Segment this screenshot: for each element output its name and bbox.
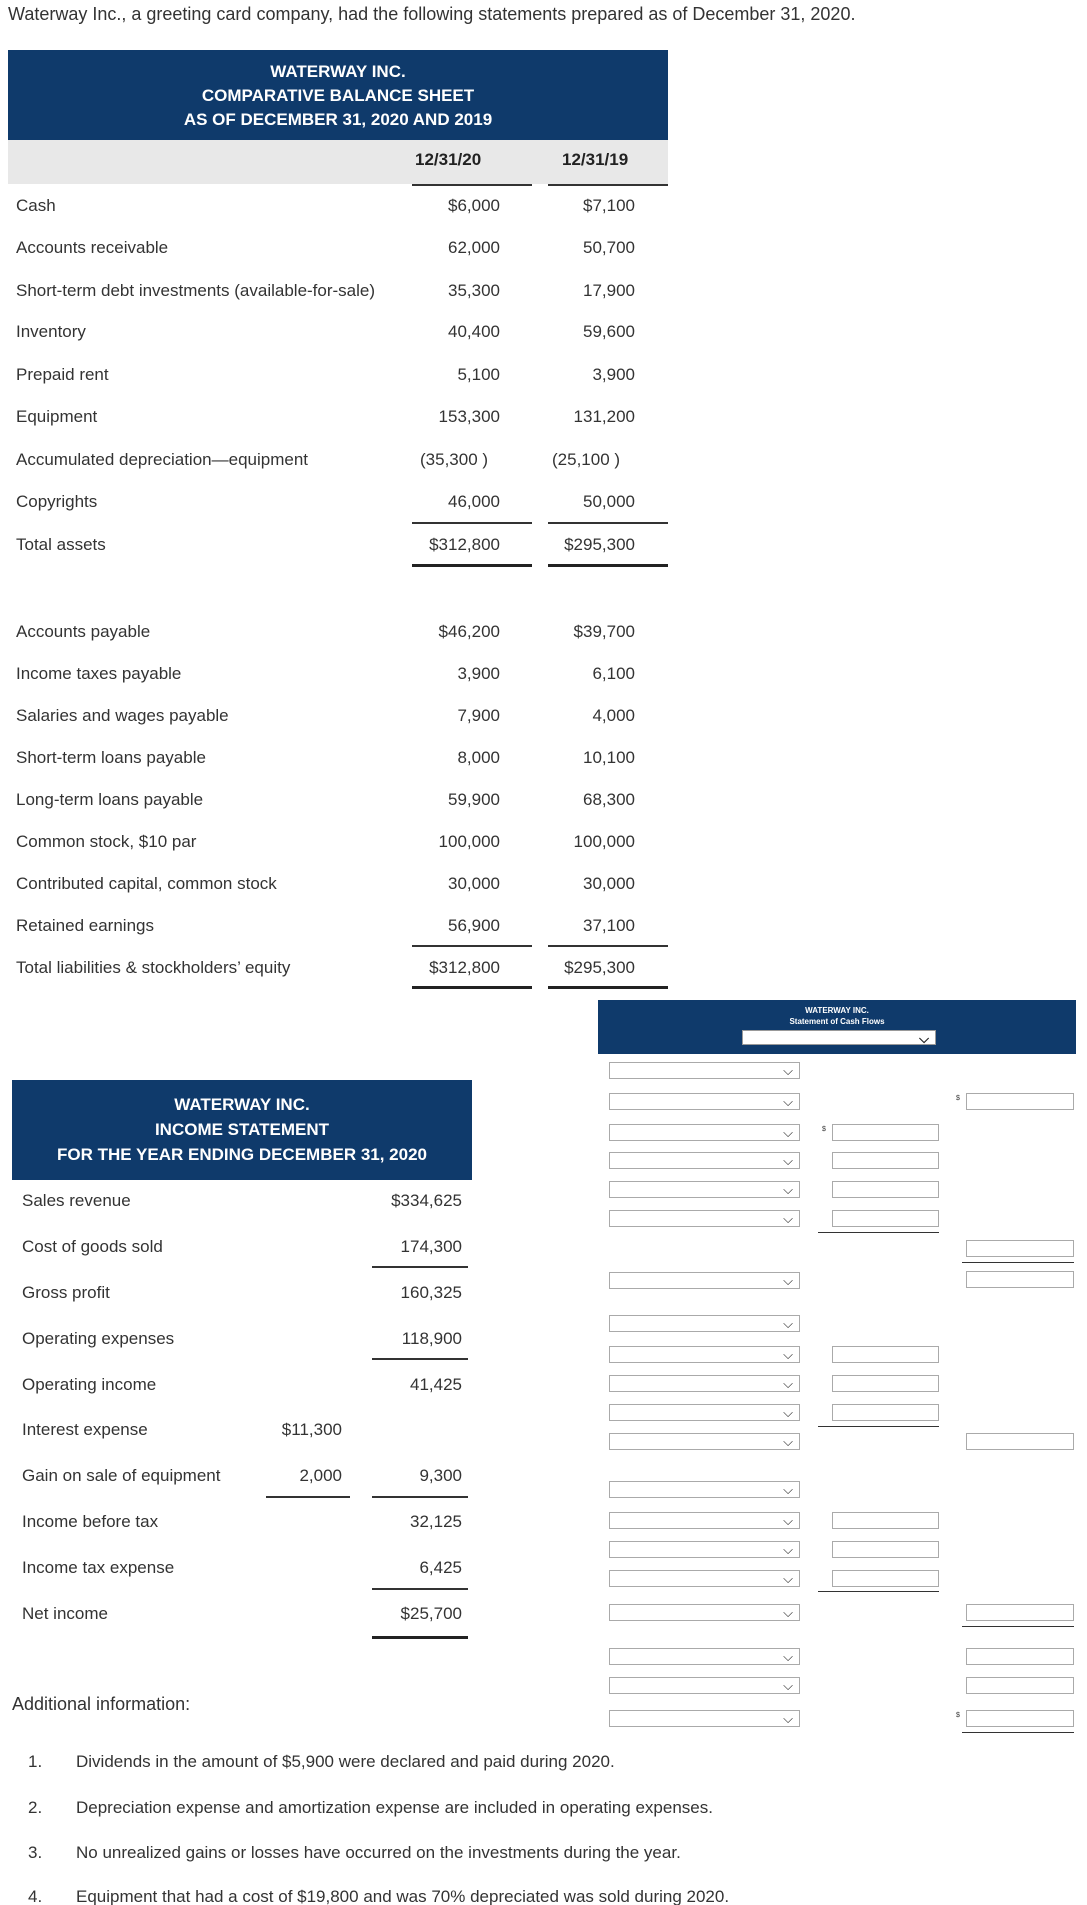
equity-value-2019: 30,000 [583,874,635,893]
asset-row-label: Copyrights [16,492,98,511]
currency-symbol: $ [956,1095,960,1102]
chevron-down-icon: ⌵ [783,1711,793,1726]
total-line [962,1732,1074,1733]
cash-flow-item-select[interactable] [609,1210,800,1227]
chevron-down-icon: ⌵ [783,1434,793,1449]
income-inner-value: 2,000 [299,1466,342,1485]
cash-flow-item-select[interactable] [609,1124,800,1141]
total-assets-2020: $312,800 [429,535,500,554]
liability-value-2019: 4,000 [592,706,635,725]
cash-flow-item-select[interactable] [609,1604,800,1621]
cash-flow-item-select[interactable] [609,1710,800,1727]
list-item-number: 1. [28,1752,43,1771]
liability-value-2019: $39,700 [573,622,635,641]
liability-value-2020: 59,900 [448,790,500,809]
balance-sheet-date: AS OF DECEMBER 31, 2020 AND 2019 [183,110,493,129]
income-value: 9,300 [419,1466,462,1485]
chevron-down-icon: ⌵ [783,1125,793,1140]
amount-input[interactable] [832,1375,939,1392]
amount-input[interactable] [832,1181,939,1198]
cash-flow-item-select[interactable] [609,1181,800,1198]
subtotal-line-2019 [548,522,668,524]
income-row-label: Interest expense [22,1420,148,1439]
asset-value-2019: $7,100 [583,196,635,215]
equity-row-label: Common stock, $10 par [16,832,197,851]
liability-value-2019: 6,100 [592,664,635,683]
list-item-text: Depreciation expense and amortization expense are included in operating expenses. [76,1798,713,1817]
income-row-label: Gross profit [22,1283,110,1302]
asset-value-2019: 50,700 [583,238,635,257]
liability-row-label: Short-term loans payable [16,748,206,767]
income-statement-header [12,1080,472,1180]
income-row-label: Operating expenses [22,1329,175,1348]
asset-value-2020: (35,300 ) [420,450,489,469]
amount-input[interactable] [966,1648,1074,1665]
subtotal-line-2020 [412,522,532,524]
cash-flow-item-select[interactable] [609,1152,800,1169]
liability-value-2020: $46,200 [438,622,500,641]
cash-flow-item-select[interactable] [609,1404,800,1421]
net-income-label: Net income [22,1604,108,1623]
net-income-double-line [372,1636,468,1639]
column-underline-2019 [548,184,668,186]
list-item-text: Dividends in the amount of $5,900 were declared and paid during 2020. [76,1752,615,1771]
cash-flow-item-select[interactable] [609,1648,800,1665]
chevron-down-icon: ⌵ [783,1605,793,1620]
income-value: $334,625 [391,1191,462,1210]
asset-row-label: Inventory [16,322,86,341]
list-item-number: 3. [28,1843,43,1862]
total-double-line-2020 [412,986,532,989]
amount-input[interactable] [832,1570,939,1587]
chevron-down-icon: ⌵ [783,1347,793,1362]
amount-input[interactable] [832,1346,939,1363]
income-value: 118,900 [401,1329,462,1348]
income-row-label: Cost of goods sold [22,1237,163,1256]
subtotal-line [372,1588,468,1590]
liability-row-label: Long-term loans payable [16,790,204,809]
column-header-2020: 12/31/20 [415,150,482,169]
list-item-number: 2. [28,1798,43,1817]
asset-value-2020: 153,300 [438,407,500,426]
amount-input[interactable] [832,1152,939,1169]
income-row-label: Sales revenue [22,1191,131,1210]
subtotal-line [372,1266,468,1268]
equity-value-2019: 37,100 [583,916,635,935]
asset-row-label: Short-term debt investments (available-for-sale) [16,281,376,300]
cash-flow-title: WATERWAY INC. [805,1006,869,1015]
equity-value-2020: 56,900 [448,916,500,935]
amount-input[interactable] [966,1677,1074,1694]
income-value: 32,125 [410,1512,462,1531]
asset-value-2019: 59,600 [583,322,635,341]
additional-info-heading: Additional information: [12,1694,191,1714]
cash-flow-item-select[interactable] [609,1481,800,1498]
subtotal-line [266,1496,350,1498]
amount-input[interactable] [966,1093,1074,1110]
amount-input[interactable] [832,1541,939,1558]
income-value: 6,425 [419,1558,462,1577]
equity-row-label: Contributed capital, common stock [16,874,277,893]
asset-value-2019: 131,200 [573,407,635,426]
cash-flow-subtitle: Statement of Cash Flows [789,1017,885,1026]
cash-flow-item-select[interactable] [609,1433,800,1450]
liability-value-2019: 68,300 [583,790,635,809]
chevron-down-icon: ⌵ [783,1153,793,1168]
balance-sheet-title: WATERWAY INC. [270,62,406,81]
asset-value-2019: 3,900 [592,365,635,384]
asset-value-2020: 40,400 [448,322,500,341]
amount-input[interactable] [832,1512,939,1529]
cash-flow-item-select[interactable] [609,1272,800,1289]
currency-symbol: $ [822,1126,826,1133]
income-inner-value: $11,300 [281,1420,342,1439]
chevron-down-icon: ⌵ [783,1273,793,1288]
income-row-label: Gain on sale of equipment [22,1466,221,1485]
asset-row-label: Equipment [16,407,98,426]
liability-value-2020: 8,000 [457,748,500,767]
liability-value-2020: 3,900 [457,664,500,683]
liability-row-label: Income taxes payable [16,664,182,683]
amount-input[interactable] [966,1710,1074,1727]
balance-sheet-header [8,50,668,140]
amount-input[interactable] [966,1604,1074,1621]
asset-value-2019: 17,900 [583,281,635,300]
chevron-down-icon: ⌵ [919,1031,929,1046]
equity-value-2020: 30,000 [448,874,500,893]
asset-row-label: Accounts receivable [16,238,169,257]
subtotal-line [372,1496,468,1498]
total-liabilities-equity-label: Total liabilities & stockholders’ equity [16,958,291,977]
equity-value-2020: 100,000 [438,832,500,851]
chevron-down-icon: ⌵ [783,1678,793,1693]
subtotal-line-2019 [548,945,668,947]
income-row-label: Income tax expense [22,1558,175,1577]
income-value: 160,325 [400,1283,462,1302]
liability-value-2020: 7,900 [457,706,500,725]
cash-flow-item-select[interactable] [609,1315,800,1332]
cash-flow-item-select[interactable] [609,1570,800,1587]
asset-row-label: Cash [16,196,56,215]
asset-row-label: Prepaid rent [16,365,109,384]
subtotal-line-2020 [412,945,532,947]
amount-input[interactable] [832,1404,939,1421]
asset-value-2020: 35,300 [448,281,500,300]
cash-flow-item-select[interactable] [609,1093,800,1110]
amount-input[interactable] [966,1240,1074,1257]
column-header-2019: 12/31/19 [562,150,629,169]
chevron-down-icon: ⌵ [783,1376,793,1391]
cash-flow-item-select[interactable] [609,1062,800,1079]
income-value: 174,300 [400,1237,462,1256]
cash-flow-item-select[interactable] [609,1541,800,1558]
subtotal-line [818,1426,939,1427]
list-item-text: No unrealized gains or losses have occurred on the investments during the year. [76,1843,681,1862]
amount-input[interactable] [832,1210,939,1227]
asset-value-2020: 46,000 [448,492,500,511]
total-liabilities-equity-2019: $295,300 [564,958,635,977]
total-double-line-2019 [548,564,668,567]
subtotal-line [372,1358,468,1360]
asset-value-2020: 5,100 [457,365,500,384]
income-statement-subtitle: INCOME STATEMENT [154,1120,330,1139]
total-double-line-2020 [412,564,532,567]
chevron-down-icon: ⌵ [783,1182,793,1197]
subtotal-line [962,1626,1074,1627]
cash-flow-item-select[interactable] [609,1346,800,1363]
total-double-line-2019 [548,986,668,989]
asset-value-2019: 50,000 [583,492,635,511]
chevron-down-icon: ⌵ [783,1482,793,1497]
chevron-down-icon: ⌵ [783,1513,793,1528]
chevron-down-icon: ⌵ [783,1211,793,1226]
income-row-label: Operating income [22,1375,157,1394]
total-assets-label: Total assets [16,535,106,554]
asset-value-2020: $6,000 [448,196,500,215]
amount-input[interactable] [832,1124,939,1141]
statement-heading-select[interactable] [742,1030,936,1045]
chevron-down-icon: ⌵ [783,1316,793,1331]
liability-value-2019: 10,100 [583,748,635,767]
chevron-down-icon: ⌵ [783,1649,793,1664]
amount-input[interactable] [966,1433,1074,1450]
cash-flow-item-select[interactable] [609,1677,800,1694]
subtotal-line [818,1591,939,1592]
cash-flow-item-select[interactable] [609,1512,800,1529]
chevron-down-icon: ⌵ [783,1542,793,1557]
list-item-number: 4. [28,1887,43,1905]
net-income-value: $25,700 [400,1604,462,1623]
asset-value-2019: (25,100 ) [552,450,621,469]
cash-flow-header [598,1000,1076,1054]
asset-value-2020: 62,000 [448,238,500,257]
income-statement-title: WATERWAY INC. [174,1095,310,1114]
subtotal-line [818,1232,939,1233]
chevron-down-icon: ⌵ [783,1405,793,1420]
liability-row-label: Salaries and wages payable [16,706,229,725]
intro-text: Waterway Inc., a greeting card company, had the following statements prepared as of December 31, 2020. [8,4,856,24]
income-statement-period: FOR THE YEAR ENDING DECEMBER 31, 2020 [57,1145,427,1164]
subtotal-line [962,1262,1074,1263]
list-item-text: Equipment that had a cost of $19,800 and was 70% depreciated was sold during 2020. [76,1887,730,1905]
equity-value-2019: 100,000 [573,832,635,851]
balance-sheet-subtitle: COMPARATIVE BALANCE SHEET [201,86,475,105]
currency-symbol: $ [956,1712,960,1719]
income-row-label: Income before tax [22,1512,159,1531]
cash-flow-item-select[interactable] [609,1375,800,1392]
asset-row-label: Accumulated depreciation—equipment [16,450,309,469]
column-underline-2020 [412,184,532,186]
amount-input[interactable] [966,1271,1074,1288]
equity-row-label: Retained earnings [16,916,154,935]
chevron-down-icon: ⌵ [783,1063,793,1078]
chevron-down-icon: ⌵ [783,1094,793,1109]
chevron-down-icon: ⌵ [783,1571,793,1586]
total-liabilities-equity-2020: $312,800 [429,958,500,977]
income-value: 41,425 [410,1375,462,1394]
liability-row-label: Accounts payable [16,622,151,641]
total-assets-2019: $295,300 [564,535,635,554]
